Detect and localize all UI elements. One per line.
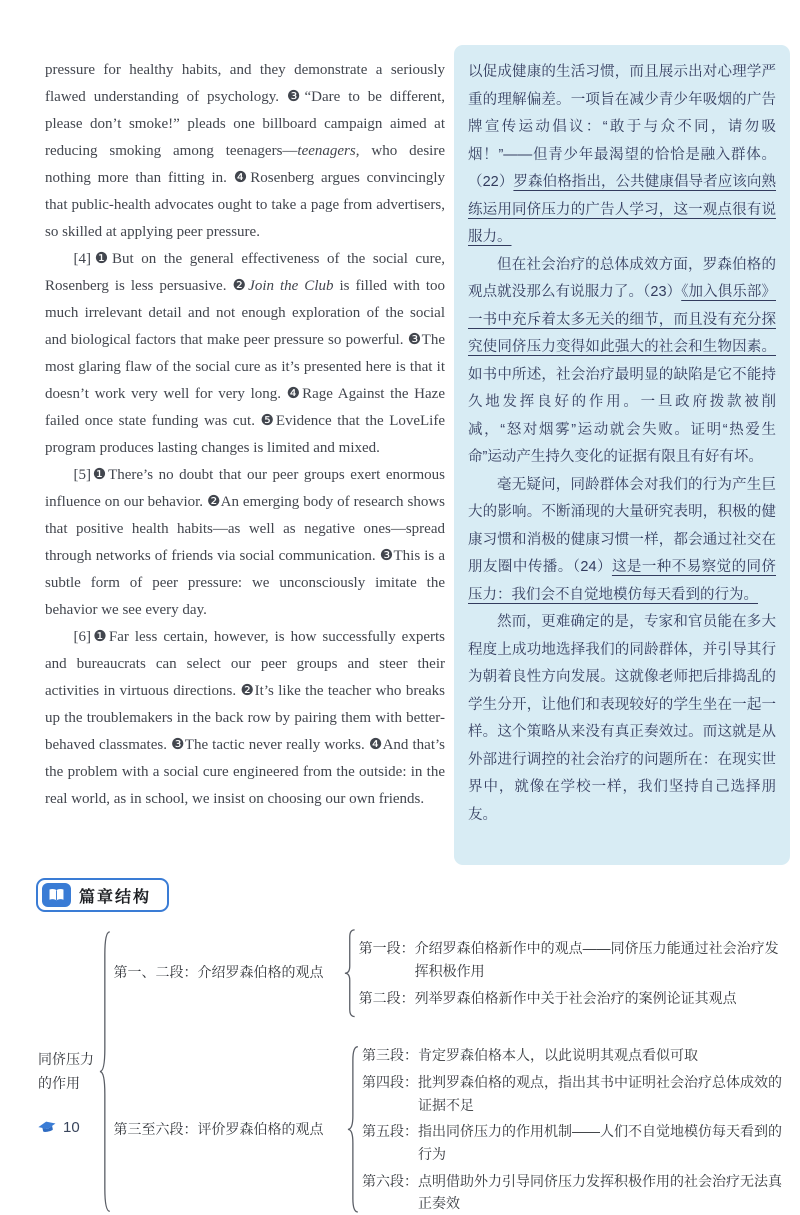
paragraph [45, 57, 445, 246]
text-segment: , who desire nothing more than fitting in. ❹Rosenberg argues convincingly that public-health advocates ought to take a page from advertisers, so skilled at applying peer pressure. [45, 143, 445, 240]
page-footer [38, 1119, 80, 1136]
leaf-item: 第五段：指出同侪压力的作用机制——人们不自觉地模仿每天看到的行为 [361, 1123, 782, 1163]
section-title: 篇章结构 [79, 888, 152, 906]
graduation-cap-icon [38, 1120, 57, 1136]
key-sentence: 这是一种不易察觉的同侪压力：我们会不自觉地模仿每天看到的行为。 [468, 559, 776, 603]
text-segment: [4]❶But on the general effectiveness of the social cure, Rosenberg is less persuasive. ❷ [45, 251, 445, 294]
curly-brace [344, 929, 356, 1017]
key-sentence: 罗森伯格指出，公共健康倡导者应该向熟练运用同侪压力的广告人学习，这一观点很有说服力。 [468, 174, 777, 245]
structure-section [36, 878, 792, 1215]
text-segment: [6]❶Far less certain, however, is how successfully experts and bureaucrats can select our peer groups and steer their activities in virtuous directions. ❷It’s like the teacher who breaks up the troublemakers in the back row by pairing them with better-behaved classmates. ❸The tactic never really works. ❹And that’s the problem with a social cure engineered from the outside: in the real world, as in school, we insist on choosing our own friends. [45, 629, 445, 807]
text-segment: 以促成健康的生活习惯，而且展示出对心理学严重的理解偏差。一项旨在减少青少年吸烟的广告牌宣传运动倡议：“敢于与众不同，请勿吸烟！”——但青少年最渴望的恰恰是融入群体。（22） [468, 64, 776, 190]
english-article-column [45, 45, 445, 865]
text-segment: [5]❶There’s no doubt that our peer groups exert enormous influence on our behavior. ❷An emerging body of research shows that positive health habits—as well as negative ones—spread through networks of friends via social communication. ❸This is a subtle form of peer pressure: we unconsciously imitate the behavior we see every day. [45, 467, 445, 618]
text-segment: teenagers [297, 143, 356, 159]
paragraph [468, 252, 776, 472]
tree-branch [114, 928, 792, 1018]
text-segment: is filled with too much irrelevant detail and not enough exploration of the social and biological factors that make peer pressure so powerful. ❸The most glaring flaw of the social cure as it’s presented here is that it doesn’t work very well for very long. ❹Rage Against the Haze failed once state funding was cut. ❺Evidence that the LoveLife program produces lasting changes is limited and mixed. [45, 278, 445, 456]
section-header-badge [36, 878, 169, 912]
page-number: 10 [63, 1119, 80, 1136]
leaf-item: 第三段：肯定罗森伯格本人，以此说明其观点看似可取 [361, 1047, 698, 1064]
book-icon [42, 883, 71, 907]
chinese-translation-panel [454, 45, 790, 865]
tree-branch [114, 1044, 792, 1215]
text-segment: 但在社会治疗的总体成效方面，罗森伯格的观点就没那么有说服力了。（23） [468, 256, 776, 300]
curly-brace [347, 1045, 359, 1214]
paragraph [468, 472, 776, 610]
paragraph [45, 246, 445, 462]
paragraph [45, 462, 445, 624]
branch-label: 第三至六段：评价罗森伯格的观点 [113, 1120, 324, 1137]
text-segment: pressure for healthy habits, and they demonstrate a seriously flawed understanding of psychology. ❸“Dare to be different, please don’t smoke!” pleads one billboard campaign aimed at reducing smoking among teenagers— [45, 62, 445, 159]
paragraph [468, 59, 776, 252]
branch-label: 第一、二段：介绍罗森伯格的观点 [113, 964, 324, 981]
leaf-item: 第六段：点明借助外力引导同侪压力发挥积极作用的社会治疗无法真正奏效 [361, 1172, 782, 1212]
key-sentence: 《加入俱乐部》一书中充斥着太多无关的细节，而且没有充分探究使同侪压力变得如此强大的社会和生物因素。 [468, 284, 776, 355]
leaf-item: 第一段：介绍罗森伯格新作中的观点——同侪压力能通过社会治疗发挥积极作用 [358, 940, 779, 979]
reading-columns [45, 45, 790, 865]
text-segment: 如书中所述，社会治疗最明显的缺陷是它不能持久地发挥良好的作用。一旦政府拨款被削减，“怒对烟雾”运动就会失败。证明“热爱生命”运动产生持久变化的证据有限且有好有坏。 [468, 366, 776, 465]
branch-leaves [359, 937, 792, 1009]
curly-brace [99, 929, 111, 1214]
text-segment: 然而，更难确定的是，专家和官员能在多大程度上成功地选择我们的同龄群体，并引导其行为朝着良性方向发展。这就像老师把后排捣乱的学生分开，让他们和表现较好的学生坐在一起一样。这个策略从来没有真正奏效过。而这就是从外部进行调控的社会治疗的问题所在：在现实世界中，就像在学校一样，我们坚持自己选择朋友。 [468, 614, 776, 823]
leaf-item: 第二段：列举罗森伯格新作中关于社会治疗的案例论证其观点 [358, 989, 737, 1006]
paragraph [45, 624, 445, 813]
structure-tree [38, 928, 792, 1215]
leaf-item: 第四段：批判罗森伯格的观点，指出其书中证明社会治疗总体成效的证据不足 [361, 1074, 782, 1113]
tree-root-label: 同侪压力的作用 [38, 1050, 94, 1091]
text-segment: 毫无疑问，同龄群体会对我们的行为产生巨大的影响。不断涌现的大量研究表明，积极的健康习惯和消极的健康习惯一样，都会通过社交在朋友圈中传播。（24） [468, 476, 776, 575]
tree-branches [114, 928, 792, 1215]
text-segment: Join the Club [248, 278, 334, 294]
branch-leaves [362, 1044, 792, 1215]
paragraph [468, 609, 776, 829]
